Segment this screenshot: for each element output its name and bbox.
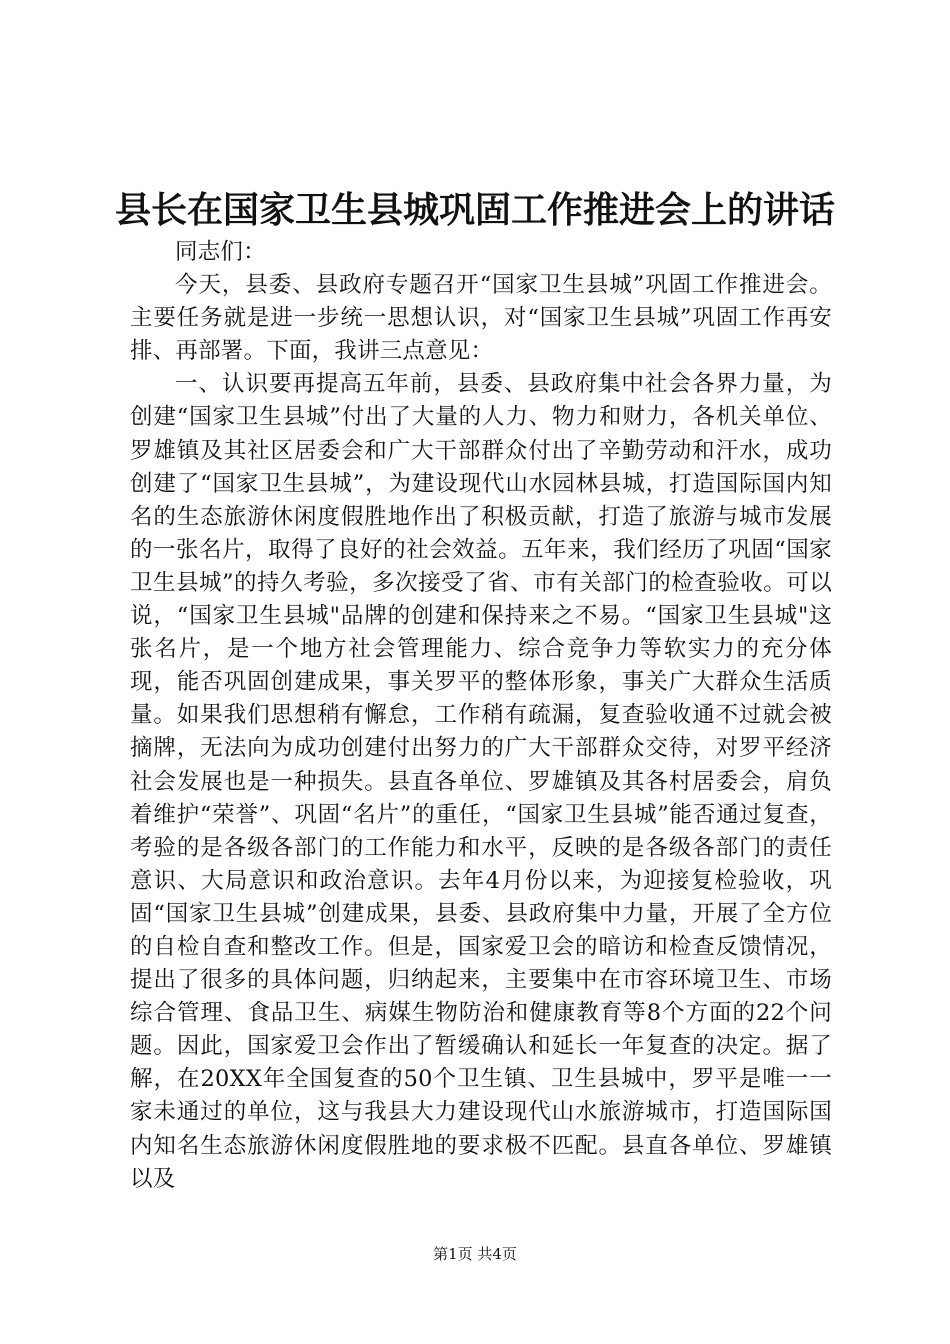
document-body [130,236,832,1196]
section-one-paragraph: 一、认识要再提高五年前，县委、县政府集中社会各界力量，为创建“国家卫生县城”付出了大量的人力、物力和财力，各机关单位、罗雄镇及其社区居委会和广大干部群众付出了辛勤劳动和汗水，成功创建了“国家卫生县城”，为建设现代山水园林县城，打造国际国内知名的生态旅游休闲度假胜地作出了积极贡献，打造了旅游与城市发展的一张名片，取得了良好的社会效益。五年来，我们经历了巩固“国家卫生县城”的持久考验，多次接受了省、市有关部门的检查验收。可以说，“国家卫生县城"品牌的创建和保持来之不易。“国家卫生县城"这张名片，是一个地方社会管理能力、综合竞争力等软实力的充分体现，能否巩固创建成果，事关罗平的整体形象，事关广大群众生活质量。如果我们思想稍有懈怠，工作稍有疏漏，复查验收通不过就会被摘牌，无法向为成功创建付出努力的广大干部群众交待，对罗平经济社会发展也是一种损失。县直各单位、罗雄镇及其各村居委会，肩负着维护“荣誉”、巩固“名片”的重任，“国家卫生县城”能否通过复查，考验的是各级各部门的工作能力和水平，反映的是各级各部门的责任意识、大局意识和政治意识。去年4月份以来，为迎接复检验收，巩固“国家卫生县城”创建成果，县委、县政府集中力量，开展了全方位的自检自查和整改工作。但是，国家爱卫会的暗访和检查反馈情况，提出了很多的具体问题，归纳起来，主要集中在市容环境卫生、市场综合管理、食品卫生、病媒生物防治和健康教育等8个方面的22个问题。因此，国家爱卫会作出了暂缓确认和延长一年复查的决定。据了解，在20XX年全国复查的50个卫生镇、卫生县城中，罗平是唯一一家未通过的单位，这与我县大力建设现代山水旅游城市，打造国际国内知名生态旅游休闲度假胜地的要求极不匹配。县直各单位、罗雄镇以及 [130,371,832,1192]
salutation-paragraph: 同志们： [175,239,266,265]
intro-paragraph: 今天，县委、县政府专题召开“国家卫生县城”巩固工作推进会。主要任务就是进一步统一思想认识，对“国家卫生县城”巩固工作再安排、再部署。下面，我讲三点意见： [130,272,832,365]
page-number-footer: 第1页 共4页 [433,1245,517,1263]
document-title: 县长在国家卫生县城巩固工作推进会上的讲话 [114,189,835,231]
